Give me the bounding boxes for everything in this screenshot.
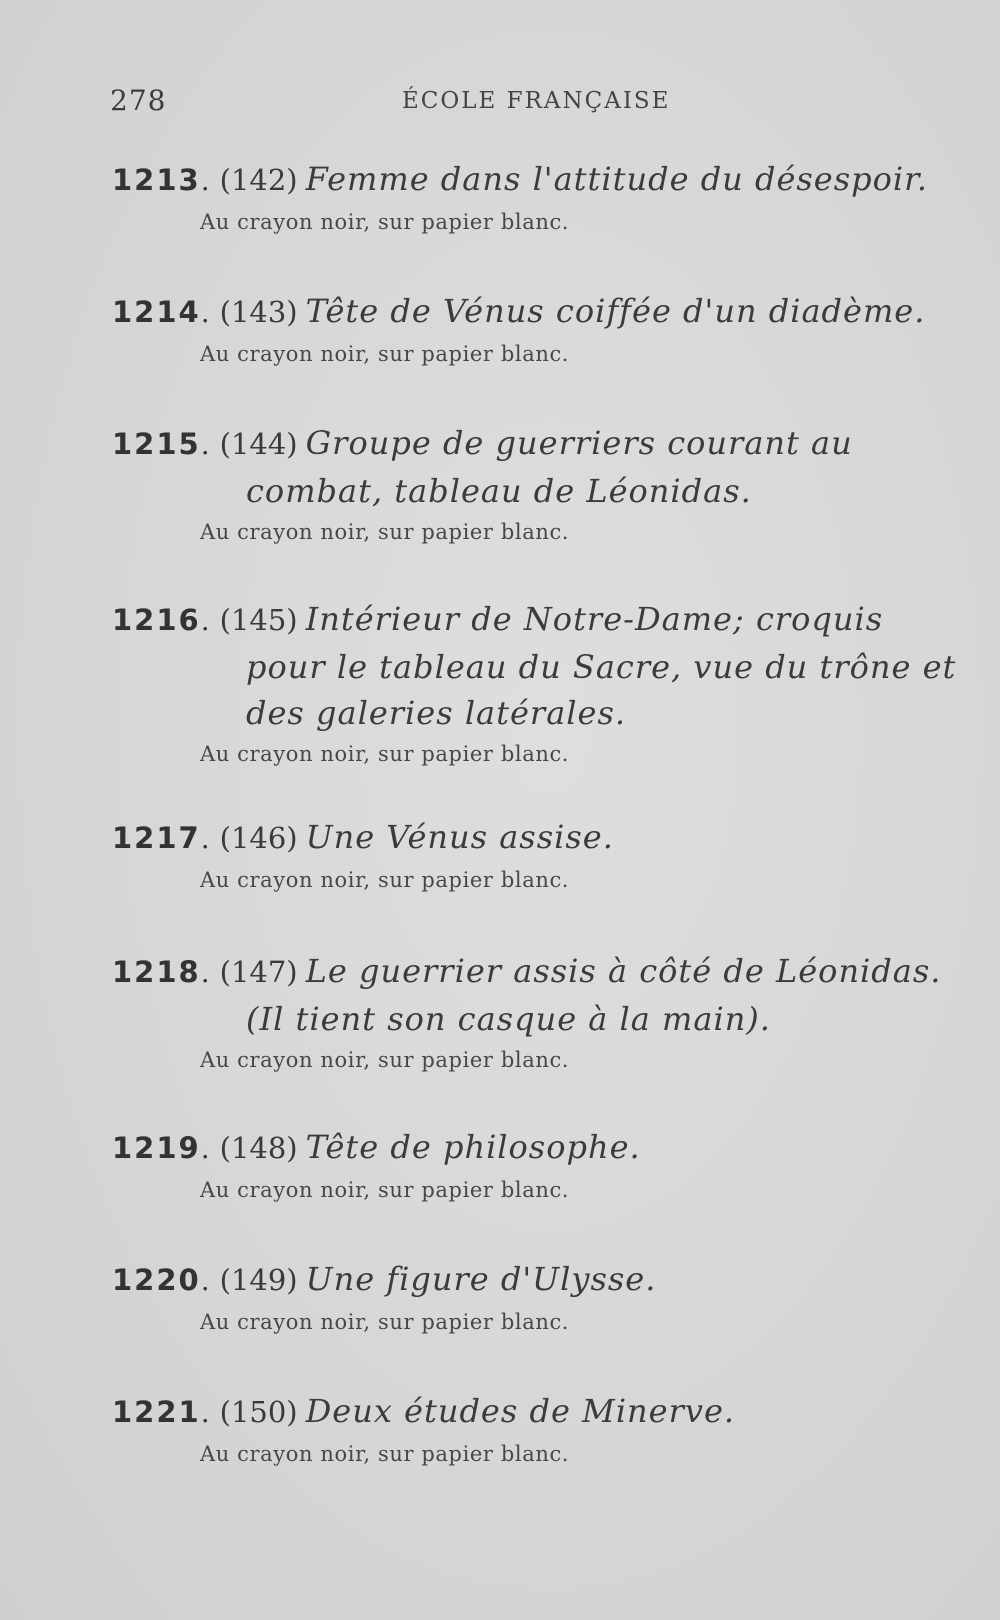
entry-medium: Au crayon noir, sur papier blanc. [200, 210, 570, 234]
catalog-entry: 1217. (146) Une Vénus assise. Au crayon noir, sur papier blanc. [112, 814, 952, 892]
entry-title: Une figure d'Ulysse. [305, 1260, 657, 1298]
catalog-entry: 1214. (143) Tête de Vénus coiffée d'un diadème. Au crayon noir, sur papier blanc. [112, 288, 952, 366]
entry-number: 1220 [112, 1263, 201, 1297]
entry-number: 1216 [112, 603, 201, 637]
entry-title: Groupe de guerriers courant au [305, 424, 853, 462]
entry-title: Une Vénus assise. [305, 818, 614, 856]
page-header [110, 84, 940, 124]
entry-reference: (148) [219, 1131, 298, 1165]
entry-title-continuation: pour le tableau du Sacre, vue du trône et [246, 648, 957, 686]
entry-reference: (150) [219, 1395, 298, 1429]
entry-reference: (147) [219, 955, 298, 989]
entry-reference: (142) [219, 163, 298, 197]
entry-medium: Au crayon noir, sur papier blanc. [200, 868, 570, 892]
entry-number: 1213 [112, 163, 201, 197]
running-head: ÉCOLE FRANÇAISE [402, 88, 671, 114]
entry-title: Femme dans l'attitude du désespoir. [305, 160, 929, 198]
entry-number: 1215 [112, 427, 201, 461]
entry-reference: (143) [219, 295, 298, 329]
entry-medium: Au crayon noir, sur papier blanc. [200, 342, 570, 366]
entry-number: 1219 [112, 1131, 201, 1165]
catalog-entry: 1220. (149) Une figure d'Ulysse. Au crayon noir, sur papier blanc. [112, 1256, 952, 1334]
entry-title-continuation: (Il tient son casque à la main). [246, 1000, 771, 1038]
catalog-entry: 1218. (147) Le guerrier assis à côté de Léonidas. (Il tient son casque à la main). Au crayon noir, sur papier blanc. [112, 948, 952, 1072]
entry-title: Tête de philosophe. [305, 1128, 641, 1166]
entry-reference: (149) [219, 1263, 298, 1297]
entry-medium: Au crayon noir, sur papier blanc. [200, 742, 570, 766]
catalog-entry: 1216. (145) Intérieur de Notre-Dame; croquis pour le tableau du Sacre, vue du trône et des galeries latérales. Au crayon noir, sur papier blanc. [112, 600, 957, 766]
entry-title-continuation: des galeries latérales. [246, 694, 627, 732]
catalog-entry: 1219. (148) Tête de philosophe. Au crayon noir, sur papier blanc. [112, 1124, 952, 1202]
entry-title: Le guerrier assis à côté de Léonidas. [305, 952, 942, 990]
entry-number: 1214 [112, 295, 201, 329]
entry-number: 1218 [112, 955, 201, 989]
entry-medium: Au crayon noir, sur papier blanc. [200, 520, 570, 544]
page-number: 278 [110, 84, 167, 117]
entry-title: Tête de Vénus coiffée d'un diadème. [305, 292, 926, 330]
entry-reference: (144) [219, 427, 298, 461]
entry-medium: Au crayon noir, sur papier blanc. [200, 1442, 570, 1466]
entry-number: 1217 [112, 821, 201, 855]
catalog-entry: 1215. (144) Groupe de guerriers courant au combat, tableau de Léonidas. Au crayon noir, sur papier blanc. [112, 420, 952, 544]
entry-medium: Au crayon noir, sur papier blanc. [200, 1310, 570, 1334]
entry-reference: (145) [219, 603, 298, 637]
catalog-entry: 1213. (142) Femme dans l'attitude du désespoir. Au crayon noir, sur papier blanc. [112, 156, 952, 234]
entry-number: 1221 [112, 1395, 201, 1429]
entry-medium: Au crayon noir, sur papier blanc. [200, 1178, 570, 1202]
catalog-entry: 1221. (150) Deux études de Minerve. Au crayon noir, sur papier blanc. [112, 1388, 952, 1466]
entry-title: Deux études de Minerve. [305, 1392, 736, 1430]
entry-reference: (146) [219, 821, 298, 855]
entry-title-continuation: combat, tableau de Léonidas. [246, 472, 752, 510]
entry-medium: Au crayon noir, sur papier blanc. [200, 1048, 570, 1072]
entry-title: Intérieur de Notre-Dame; croquis [305, 600, 884, 638]
